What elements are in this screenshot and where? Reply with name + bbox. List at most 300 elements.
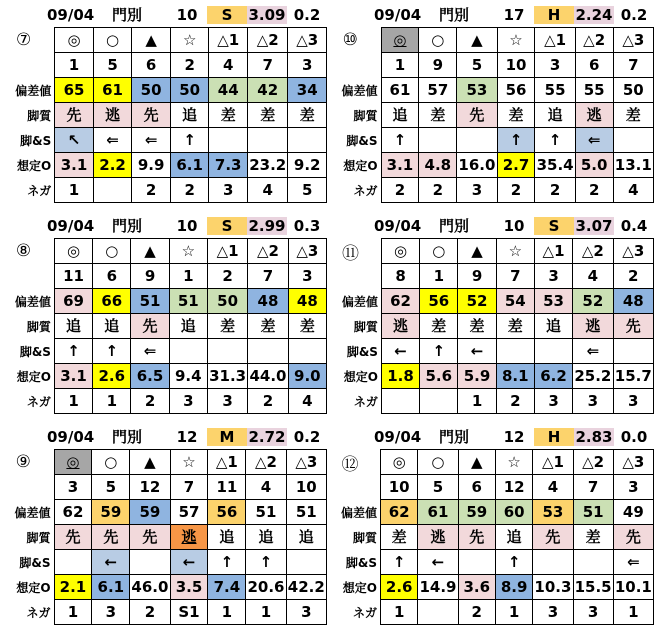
kyakushitsu-cell: 差 xyxy=(209,103,248,128)
ashi-s-arrow-cell xyxy=(613,128,653,153)
sotei-odds-cell: 23.2 xyxy=(247,153,287,178)
sotei-odds-cell: 44.0 xyxy=(248,364,288,389)
mark-cell: ○ xyxy=(93,28,132,53)
nega-cell: 2 xyxy=(575,178,613,203)
kyakushitsu-cell: 差 xyxy=(207,314,247,339)
mark-cell: ▲ xyxy=(457,28,497,53)
nega-cell: 2 xyxy=(170,178,209,203)
horse-number-cell: 6 xyxy=(93,264,131,289)
nega-cell: 1 xyxy=(380,600,417,625)
ashi-s-arrow-cell xyxy=(247,128,287,153)
mark-cell: ☆ xyxy=(169,239,207,264)
ashi-s-arrow-cell xyxy=(286,550,326,575)
ashi-s-arrow-cell: ↑ xyxy=(420,339,458,364)
table-row xyxy=(330,450,654,475)
table-row xyxy=(3,575,327,600)
nega-cell: 3 xyxy=(286,600,326,625)
ashi-s-arrow-cell: ⇐ xyxy=(575,128,613,153)
race-block xyxy=(3,3,327,203)
race-table xyxy=(3,238,327,414)
horse-number-cell: 9 xyxy=(419,53,457,78)
table-row xyxy=(330,153,654,178)
sotei-odds-cell: 2.2 xyxy=(93,153,132,178)
race-number: 10 xyxy=(176,5,198,24)
nega-cell: 2 xyxy=(419,178,457,203)
hensachi-cell: 59 xyxy=(92,500,130,525)
table-row xyxy=(330,28,654,53)
mark-cell: △1 xyxy=(534,239,572,264)
nega-cell: 2 xyxy=(381,178,419,203)
nega-cell: 2 xyxy=(496,389,534,414)
ashi-s-arrow-cell xyxy=(533,550,573,575)
sotei-odds-cell: 46.0 xyxy=(130,575,170,600)
mark-cell: △3 xyxy=(286,450,326,475)
horse-number-cell: 5 xyxy=(418,475,458,500)
horse-number-cell: 7 xyxy=(248,264,288,289)
kyakushitsu-cell: 追 xyxy=(170,103,209,128)
mark-cell: ◎ xyxy=(381,28,419,53)
row-label-souteiO: 想定O xyxy=(343,369,378,384)
race-table-number: ⑩ xyxy=(342,30,358,50)
race-date: 09/04 xyxy=(374,427,422,446)
hensachi-cell: 69 xyxy=(54,289,92,314)
horse-number-cell: 12 xyxy=(130,475,170,500)
pace-badge: S xyxy=(207,6,247,24)
hensachi-cell: 59 xyxy=(130,500,170,525)
race-table-number: ⑦ xyxy=(16,30,32,50)
sotei-odds-cell: 3.6 xyxy=(458,575,495,600)
horse-number-cell: 7 xyxy=(613,53,653,78)
row-label-empty xyxy=(330,264,381,289)
ashi-s-arrow-cell: ⇐ xyxy=(573,339,613,364)
mark-cell: ☆ xyxy=(497,28,535,53)
horse-number-cell: 3 xyxy=(54,475,92,500)
horse-number-cell: 3 xyxy=(288,53,327,78)
table-row xyxy=(330,575,654,600)
kyakushitsu-cell: 差 xyxy=(496,314,534,339)
ashi-s-arrow-cell: ↑ xyxy=(93,339,131,364)
hensachi-cell: 56 xyxy=(208,500,246,525)
sotei-odds-cell: 9.0 xyxy=(288,364,326,389)
race-date: 09/04 xyxy=(47,427,95,446)
mark-cell: ▲ xyxy=(132,28,171,53)
table-row xyxy=(330,128,654,153)
gap-value: 0.3 xyxy=(293,216,321,235)
mark-cell: ☆ xyxy=(170,28,209,53)
race-table-number: ⑫ xyxy=(341,454,359,475)
nega-cell: 2 xyxy=(497,178,535,203)
mark-cell: △2 xyxy=(575,28,613,53)
horse-number-cell: 2 xyxy=(207,264,247,289)
mark-cell: △1 xyxy=(535,28,575,53)
hensachi-cell: 52 xyxy=(573,289,613,314)
gap-value: 0.2 xyxy=(293,5,321,24)
horse-number-cell: 2 xyxy=(170,53,209,78)
table-row xyxy=(3,289,327,314)
race-header xyxy=(330,214,654,237)
kyakushitsu-cell: 先 xyxy=(533,525,573,550)
mark-cell: ○ xyxy=(420,239,458,264)
race-block xyxy=(3,425,327,625)
kyakushitsu-cell: 先 xyxy=(457,103,497,128)
nega-cell: 3 xyxy=(533,600,573,625)
row-label-kyakushitsu: 脚質 xyxy=(353,108,378,123)
horse-number-cell: 5 xyxy=(93,53,132,78)
nega-cell: 1 xyxy=(208,600,246,625)
sotei-odds-cell: 15.7 xyxy=(613,364,653,389)
race-date: 09/04 xyxy=(374,216,422,235)
sotei-odds-cell: 5.6 xyxy=(420,364,458,389)
gap-value: 0.2 xyxy=(293,427,321,446)
ashi-s-arrow-cell: ↑ xyxy=(246,550,286,575)
ashi-s-arrow-cell: ← xyxy=(170,550,208,575)
row-label-souteiO: 想定O xyxy=(342,580,377,595)
race-table xyxy=(3,449,327,625)
row-label-souteiO: 想定O xyxy=(343,158,378,173)
sotei-odds-cell: 3.1 xyxy=(381,153,419,178)
hensachi-cell: 66 xyxy=(93,289,131,314)
nega-cell: 3 xyxy=(457,178,497,203)
mark-cell: ○ xyxy=(419,28,457,53)
sotei-odds-cell: 8.1 xyxy=(496,364,534,389)
horse-number-cell: 10 xyxy=(380,475,417,500)
mark-cell: △1 xyxy=(209,28,248,53)
hensachi-cell: 62 xyxy=(381,289,419,314)
race-table xyxy=(330,449,654,625)
horse-number-cell: 7 xyxy=(573,475,613,500)
mark-cell: ▲ xyxy=(458,450,495,475)
sotei-odds-cell: 35.4 xyxy=(535,153,575,178)
sotei-odds-cell: 25.2 xyxy=(573,364,613,389)
table-row xyxy=(3,153,327,178)
sotei-odds-cell: 2.6 xyxy=(93,364,131,389)
table-row xyxy=(3,128,327,153)
ashi-s-arrow-cell: ⇐ xyxy=(131,339,169,364)
horse-number-cell: 10 xyxy=(286,475,326,500)
sotei-odds-cell: 13.1 xyxy=(613,153,653,178)
hensachi-cell: 51 xyxy=(169,289,207,314)
horse-number-cell: 11 xyxy=(208,475,246,500)
ashi-s-arrow-cell xyxy=(288,128,327,153)
hensachi-cell: 60 xyxy=(495,500,532,525)
kyakushitsu-cell: 追 xyxy=(246,525,286,550)
ashi-s-arrow-cell: ↑ xyxy=(380,550,417,575)
table-row xyxy=(330,264,654,289)
kyakushitsu-cell: 逃 xyxy=(93,103,132,128)
ashi-s-arrow-cell: ← xyxy=(458,339,496,364)
row-label-nega: ネガ xyxy=(353,183,378,198)
race-number: 12 xyxy=(176,427,198,446)
kyakushitsu-cell: 先 xyxy=(54,525,92,550)
race-table xyxy=(3,27,327,203)
mark-cell: ▲ xyxy=(130,450,170,475)
ashi-s-arrow-cell: ↑ xyxy=(208,550,246,575)
nega-cell: 5 xyxy=(288,178,327,203)
race-block xyxy=(330,3,654,203)
hensachi-cell: 34 xyxy=(288,78,327,103)
horse-number-cell: 4 xyxy=(246,475,286,500)
horse-number-cell: 1 xyxy=(169,264,207,289)
track-name: 門別 xyxy=(111,428,142,446)
hensachi-cell: 57 xyxy=(170,500,208,525)
table-row xyxy=(3,339,327,364)
nega-cell: 2 xyxy=(535,178,575,203)
hensachi-cell: 50 xyxy=(613,78,653,103)
hensachi-cell: 65 xyxy=(55,78,94,103)
hensachi-cell: 57 xyxy=(419,78,457,103)
track-name: 門別 xyxy=(111,217,142,235)
mark-cell: ☆ xyxy=(495,450,532,475)
row-label-hensachi: 偏差値 xyxy=(14,505,51,520)
race-table xyxy=(330,27,654,203)
table-row xyxy=(3,500,327,525)
hensachi-cell: 51 xyxy=(131,289,169,314)
race-block xyxy=(330,214,654,414)
mark-cell: △2 xyxy=(246,450,286,475)
table-row xyxy=(3,389,327,414)
table-row xyxy=(330,525,654,550)
race-table-number: ⑪ xyxy=(341,243,359,264)
sotei-odds-cell: 2.7 xyxy=(497,153,535,178)
ashi-s-arrow-cell xyxy=(54,550,92,575)
table-row xyxy=(330,78,654,103)
sotei-odds-cell: 10.3 xyxy=(533,575,573,600)
nega-cell: 2 xyxy=(132,178,171,203)
horse-number-cell: 5 xyxy=(92,475,130,500)
nega-cell: 3 xyxy=(169,389,207,414)
mark-cell: △3 xyxy=(613,450,653,475)
table-row xyxy=(330,103,654,128)
horse-number-cell: 1 xyxy=(381,53,419,78)
sotei-odds-cell: 2.1 xyxy=(54,575,92,600)
sotei-odds-cell: 7.4 xyxy=(208,575,246,600)
nega-cell: S1 xyxy=(170,600,208,625)
row-label-hensachi: 偏差値 xyxy=(341,83,378,98)
sotei-odds-cell: 6.2 xyxy=(534,364,572,389)
nega-cell: 3 xyxy=(573,389,613,414)
mark-cell: ◎ xyxy=(55,28,94,53)
horse-number-cell: 4 xyxy=(533,475,573,500)
nega-cell: 3 xyxy=(92,600,130,625)
ashi-s-arrow-cell: ⇐ xyxy=(613,550,653,575)
kyakushitsu-cell: 逃 xyxy=(575,103,613,128)
ashi-s-arrow-cell: ↑ xyxy=(54,339,92,364)
hensachi-cell: 56 xyxy=(420,289,458,314)
row-label-empty xyxy=(330,53,381,78)
ashi-s-arrow-cell: ← xyxy=(381,339,419,364)
hensachi-cell: 49 xyxy=(613,500,653,525)
table-row xyxy=(330,475,654,500)
mark-cell: △2 xyxy=(247,28,287,53)
kyakushitsu-cell: 差 xyxy=(458,314,496,339)
hensachi-cell: 59 xyxy=(458,500,495,525)
ashi-s-arrow-cell: ⇐ xyxy=(132,128,171,153)
kyakushitsu-cell: 追 xyxy=(286,525,326,550)
ashi-s-arrow-cell xyxy=(457,128,497,153)
gap-value: 0.4 xyxy=(620,216,648,235)
nega-cell: 2 xyxy=(131,389,169,414)
horse-number-cell: 9 xyxy=(458,264,496,289)
hensachi-cell: 51 xyxy=(573,500,613,525)
kyakushitsu-cell: 逃 xyxy=(381,314,419,339)
race-table xyxy=(330,238,654,414)
sotei-odds-cell: 42.2 xyxy=(286,575,326,600)
table-row xyxy=(330,500,654,525)
mark-cell: ▲ xyxy=(458,239,496,264)
table-row xyxy=(330,239,654,264)
table-row xyxy=(3,78,327,103)
race-number: 10 xyxy=(176,216,198,235)
hensachi-cell: 54 xyxy=(496,289,534,314)
kyakushitsu-cell: 差 xyxy=(613,103,653,128)
table-row xyxy=(3,239,327,264)
ashi-s-arrow-cell: ↑ xyxy=(170,128,209,153)
table-row xyxy=(330,314,654,339)
nega-cell xyxy=(418,600,458,625)
table-row xyxy=(3,53,327,78)
horse-number-cell: 2 xyxy=(613,264,653,289)
table-row xyxy=(3,525,327,550)
sotei-odds-cell: 20.6 xyxy=(246,575,286,600)
kyakushitsu-cell: 差 xyxy=(497,103,535,128)
kyakushitsu-cell: 差 xyxy=(419,103,457,128)
table-row xyxy=(330,389,654,414)
sotei-odds-cell: 2.6 xyxy=(380,575,417,600)
nega-cell: 1 xyxy=(54,389,92,414)
row-label-ashi_s: 脚&S xyxy=(19,555,51,570)
kyakushitsu-cell: 先 xyxy=(458,525,495,550)
kyakushitsu-cell: 差 xyxy=(573,525,613,550)
kyakushitsu-cell: 逃 xyxy=(170,525,208,550)
sotei-odds-cell: 9.4 xyxy=(169,364,207,389)
hensachi-cell: 48 xyxy=(288,289,326,314)
horse-number-cell: 7 xyxy=(496,264,534,289)
kyakushitsu-cell: 逃 xyxy=(573,314,613,339)
mark-cell: △2 xyxy=(573,239,613,264)
hensachi-cell: 62 xyxy=(54,500,92,525)
track-name: 門別 xyxy=(111,6,142,24)
row-label-empty xyxy=(3,264,54,289)
horse-number-cell: 3 xyxy=(534,264,572,289)
mark-cell: △2 xyxy=(573,450,613,475)
sotei-odds-cell: 10.1 xyxy=(613,575,653,600)
row-label-hensachi: 偏差値 xyxy=(341,294,378,309)
row-label-ashi_s: 脚&S xyxy=(20,133,52,148)
race-table-number: ⑧ xyxy=(15,241,32,261)
nega-cell: 3 xyxy=(534,389,572,414)
ashi-s-arrow-cell xyxy=(613,339,653,364)
race-number: 17 xyxy=(503,5,525,24)
ashi-s-arrow-cell: ↑ xyxy=(381,128,419,153)
table-row xyxy=(3,475,327,500)
kyakushitsu-cell: 差 xyxy=(380,525,417,550)
pace-badge: H xyxy=(534,6,574,24)
row-label-nega: ネガ xyxy=(26,605,51,620)
nega-cell: 2 xyxy=(248,389,288,414)
pace-badge: H xyxy=(534,428,574,446)
kyakushitsu-cell: 追 xyxy=(169,314,207,339)
kyakushitsu-cell: 追 xyxy=(534,314,572,339)
horse-number-cell: 7 xyxy=(247,53,287,78)
row-label-hensachi: 偏差値 xyxy=(340,505,377,520)
ashi-s-arrow-cell: ← xyxy=(418,550,458,575)
row-label-ashi_s: 脚&S xyxy=(346,344,378,359)
row-label-nega: ネガ xyxy=(26,394,51,409)
pace-badge: S xyxy=(534,217,574,235)
gap-value: 0.0 xyxy=(620,427,648,446)
kyakushitsu-cell: 差 xyxy=(288,103,327,128)
kyakushitsu-cell: 差 xyxy=(288,314,326,339)
mark-cell: ○ xyxy=(92,450,130,475)
row-label-ashi_s: 脚&S xyxy=(19,344,51,359)
odds-value: 2.99 xyxy=(248,216,286,235)
ashi-s-arrow-cell: ⇐ xyxy=(93,128,132,153)
sotei-odds-cell: 7.3 xyxy=(209,153,248,178)
table-row xyxy=(330,53,654,78)
hensachi-cell: 61 xyxy=(381,78,419,103)
horse-number-cell: 4 xyxy=(573,264,613,289)
nega-cell: 1 xyxy=(93,389,131,414)
race-date: 09/04 xyxy=(47,5,95,24)
sotei-odds-cell: 5.0 xyxy=(575,153,613,178)
horse-number-cell: 6 xyxy=(458,475,495,500)
mark-cell: ▲ xyxy=(131,239,169,264)
kyakushitsu-cell: 先 xyxy=(55,103,94,128)
hensachi-cell: 56 xyxy=(497,78,535,103)
race-date: 09/04 xyxy=(374,5,422,24)
sotei-odds-cell: 1.8 xyxy=(381,364,419,389)
nega-cell: 3 xyxy=(573,600,613,625)
horse-number-cell: 4 xyxy=(209,53,248,78)
nega-cell: 1 xyxy=(613,600,653,625)
nega-cell: 4 xyxy=(247,178,287,203)
table-row xyxy=(3,314,327,339)
nega-cell: 3 xyxy=(207,389,247,414)
hensachi-cell: 42 xyxy=(247,78,287,103)
row-label-nega: ネガ xyxy=(353,394,378,409)
mark-cell: ○ xyxy=(93,239,131,264)
race-date: 09/04 xyxy=(47,216,95,235)
hensachi-cell: 48 xyxy=(613,289,653,314)
nega-cell: 4 xyxy=(288,389,326,414)
track-name: 門別 xyxy=(438,428,469,446)
kyakushitsu-cell: 先 xyxy=(131,314,169,339)
ashi-s-arrow-cell xyxy=(458,550,495,575)
hensachi-cell: 50 xyxy=(170,78,209,103)
mark-cell: ○ xyxy=(418,450,458,475)
table-row xyxy=(3,178,327,203)
hensachi-cell: 53 xyxy=(534,289,572,314)
mark-cell: △3 xyxy=(288,28,327,53)
hensachi-cell: 52 xyxy=(458,289,496,314)
horse-number-cell: 11 xyxy=(54,264,92,289)
mark-cell: ☆ xyxy=(170,450,208,475)
mark-cell: ◎ xyxy=(381,239,419,264)
sotei-odds-cell: 9.9 xyxy=(132,153,171,178)
kyakushitsu-cell: 先 xyxy=(613,314,653,339)
table-row xyxy=(330,600,654,625)
row-label-ashi_s: 脚&S xyxy=(345,555,377,570)
ashi-s-arrow-cell xyxy=(534,339,572,364)
hensachi-cell: 51 xyxy=(246,500,286,525)
hensachi-cell: 55 xyxy=(535,78,575,103)
pace-badge: M xyxy=(207,428,247,446)
ashi-s-arrow-cell xyxy=(169,339,207,364)
row-label-souteiO: 想定O xyxy=(17,158,52,173)
kyakushitsu-cell: 先 xyxy=(130,525,170,550)
mark-cell: △3 xyxy=(613,28,653,53)
row-label-nega: ネガ xyxy=(352,605,377,620)
